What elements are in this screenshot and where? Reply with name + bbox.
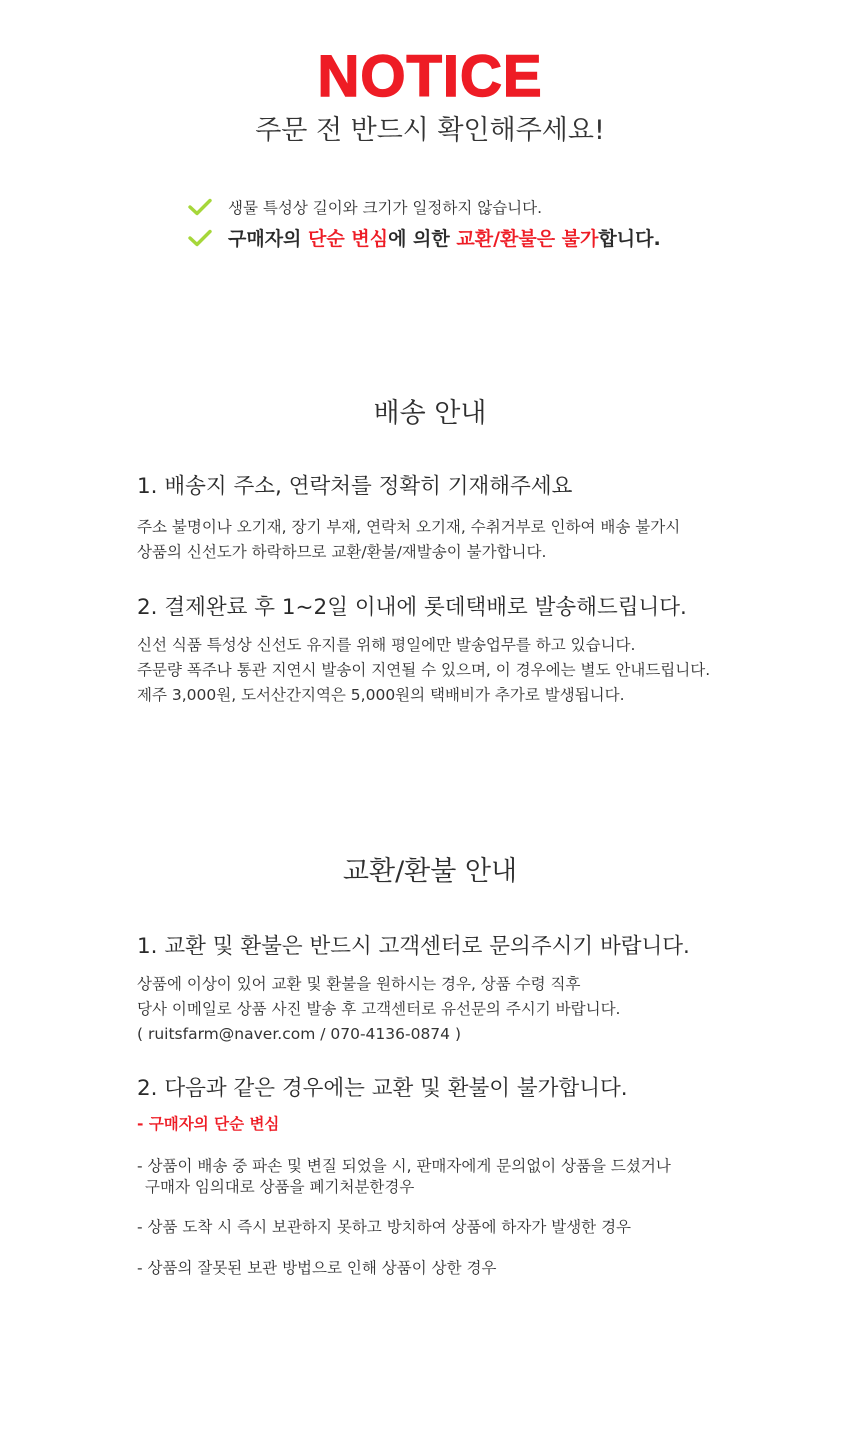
check-icon — [188, 229, 212, 247]
notice-check-item — [188, 196, 542, 218]
shipping-item-line: 신선 식품 특성상 신선도 유지를 위해 평일에만 발송업무를 하고 있습니다. — [137, 636, 636, 654]
shipping-item-heading: 2. 결제완료 후 1~2일 이내에 롯데택배로 발송해드립니다. — [137, 595, 687, 620]
shipping-item-line: 상품의 신선도가 하락하므로 교환/환불/재발송이 불가합니다. — [137, 543, 547, 561]
text-segment: 합니다. — [598, 228, 661, 250]
simple-change-of-mind-note: - 구매자의 단순 변심 — [137, 1115, 280, 1133]
exchange-note-continuation: 구매자 임의대로 상품을 폐기처분한경우 — [145, 1178, 415, 1196]
contact-info: ( ruitsfarm@naver.com / 070-4136-0874 ) — [137, 1025, 462, 1043]
text-highlight: 교환/환불은 불가 — [456, 228, 599, 250]
exchange-title: 교환/환불 안내 — [342, 856, 518, 887]
shipping-title: 배송 안내 — [373, 398, 487, 429]
shipping-item-line: 제주 3,000원, 도서산간지역은 5,000원의 택배비가 추가로 발생됩니다. — [137, 686, 625, 704]
shipping-item-line: 주문량 폭주나 통관 지연시 발송이 지연될 수 있으며, 이 경우에는 별도 안내드립니다. — [137, 661, 711, 679]
text-segment: 에 의한 — [388, 228, 457, 250]
check-text: 생물 특성상 길이와 크기가 일정하지 않습니다. — [228, 199, 543, 217]
notice-subtitle: 주문 전 반드시 확인해주세요! — [255, 115, 605, 146]
check-icon — [188, 198, 212, 216]
text-segment: 구매자의 — [228, 228, 309, 250]
notice-check-item — [188, 224, 661, 251]
check-text-warning — [228, 224, 661, 251]
exchange-item-line: 당사 이메일로 상품 사진 발송 후 고객센터로 유선문의 주시기 바랍니다. — [137, 1000, 621, 1018]
shipping-item-line: 주소 불명이나 오기재, 장기 부재, 연락처 오기재, 수취거부로 인하여 배송 불가시 — [137, 518, 681, 536]
notice-title: NOTICE — [317, 44, 543, 109]
exchange-note: - 상품의 잘못된 보관 방법으로 인해 상품이 상한 경우 — [137, 1259, 497, 1277]
text-highlight: 단순 변심 — [308, 228, 389, 250]
exchange-note: - 상품이 배송 중 파손 및 변질 되었을 시, 판매자에게 문의없이 상품을 드셨거나 — [137, 1157, 671, 1175]
exchange-item-heading: 1. 교환 및 환불은 반드시 고객센터로 문의주시기 바랍니다. — [137, 934, 690, 959]
shipping-item-heading: 1. 배송지 주소, 연락처를 정확히 기재해주세요 — [137, 474, 573, 499]
exchange-item-heading: 2. 다음과 같은 경우에는 교환 및 환불이 불가합니다. — [137, 1076, 628, 1101]
exchange-note: - 상품 도착 시 즉시 보관하지 못하고 방치하여 상품에 하자가 발생한 경우 — [137, 1218, 632, 1236]
exchange-item-line: 상품에 이상이 있어 교환 및 환불을 원하시는 경우, 상품 수령 직후 — [137, 975, 581, 993]
